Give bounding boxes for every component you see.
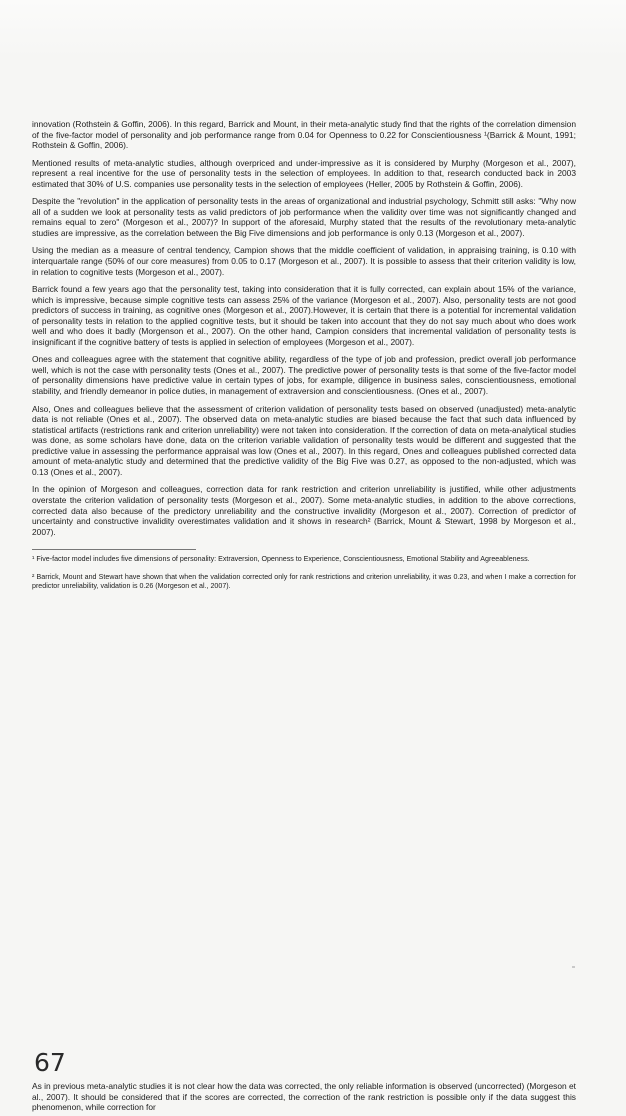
- page-top-margin: [0, 0, 626, 60]
- paragraph-8: In the opinion of Morgeson and colleagues, correction data for rank restriction and criterion unreliability is justified, while other adjustments overstate the criterion validation of personality tests (Morgeson et al., 2007). Some meta-analytic studies, in addition to the above corrections, corrected data also because of the predictory unreliability and the constructive invalidity (Morgeson et al., 2007). Correction of predictor of uncertainty and constructive invalidity overestimates validation and it shows in research² (Barrick, Mount & Stewart, 1998 by Morgeson et al., 2007).: [32, 484, 576, 537]
- paragraph-2: Mentioned results of meta-analytic studies, although overpriced and under-impressive as it is considered by Murphy (Morgeson et al., 2007), represent a real incentive for the use of personality tests in the selection of employees. In addition to that, research conducted back in 2003 estimated that 30% of U.S. companies use personality tests in the selection of employees (Heller, 2005 by Rothstein & Goffin, 2006).: [32, 157, 576, 189]
- paragraph-3: Despite the "revolution" in the application of personality tests in the areas of organizational and industrial psychology, Schmitt still asks: "Why now all of a sudden we look at personality tests as valid predictors of job performance when the validity over time was not significantly changed and remains equal to zero" (Morgeson et al., 2007)? In support of the aforesaid, Murphy stated that the results of the revolutionary meta-analytic studies are impressive, as the correlation between the Big Five dimensions and job performance is only 0.13 (Morgeson et al., 2007).: [32, 196, 576, 238]
- footnote-1: ¹ Five-factor model includes five dimensions of personality: Extraversion, Openness to Experience, Conscientiousness, Emotional Stability and Agreeableness.: [32, 555, 530, 564]
- paragraph-6: Ones and colleagues agree with the statement that cognitive ability, regardless of the type of job and profession, predict overall job performance well, which is not the case with personality tests (Ones et al., 2007). The predictive power of personality tests is that some of the five-factor model of personality dimensions have predictive value in certain types of jobs, for example, diligence in business sales, conscientiousness, emotional stability, and friendly demeanor in police duties, in management of extraversion and conscientiousness. (Ones et al., 2007).: [32, 354, 576, 397]
- paragraph-1: innovation (Rothstein & Goffin, 2006). In this regard, Barrick and Mount, in their meta-analytic study find that the rights of the correlation dimension of the five-factor model of personality and job performance range from 0.04 for Openness to 0.22 for Conscientiousness ¹(Barrick & Mount, 1991; Rothstein & Goffin, 2006).: [32, 119, 576, 151]
- footnote-divider: [32, 549, 196, 550]
- paragraph-7: Also, Ones and colleagues believe that the assessment of criterion validation of personality tests based on observed (unadjusted) meta-analytic data is not reliable (Ones et al., 2007). The observed data on meta-analytic studies are biased because the fact that such data influenced by statistical artifacts (restrictions rank and criterion unreliability) were not taken into consideration. If the correction of data on meta-analytical studies was done, as some scholars have done, data on the criterion variable validation of personality tests would be different and suggested that the predictive value in assessing the performance appraisal was low (Ones et al., 2007). In this regard, Ones and colleagues published corrected data amount of meta-analytic study and determined that the predictive validity of the Big Five was 0.27, as opposed to the non-adjusted, which was 0.13 (Ones et al., 2007).: [32, 403, 576, 477]
- body-text: [32, 119, 576, 600]
- handwritten-page-number: 67: [34, 1048, 66, 1077]
- next-page-text: As in previous meta-analytic studies it is not clear how the data was corrected, the only reliable information is observed (uncorrected) (Morgeson et al., 2007). It should be considered that if the scores are corrected, the correction of the rank restriction is possible only if the data suggest this phenomenon, while correction for: [32, 1081, 576, 1113]
- paragraph-4: Using the median as a measure of central tendency, Campion shows that the middle coefficient of validation, in appraising training, is 0.10 with interquartale range (50% of our core measures) from 0.05 to 0.17 (Morgeson et al., 2007). It is possible to assess that their criterion validity is low, in relation to cognitive tests (Morgeson et al., 2007).: [32, 245, 576, 277]
- scan-speck: [572, 966, 575, 968]
- footnote-2: ² Barrick, Mount and Stewart have shown that when the validation corrected only for rank restrictions and criterion unreliability, it was 0.23, and when I make a correction for predictor unreliability, validation is 0.26 (Morgeson et al., 2007).: [32, 572, 576, 591]
- paragraph-5: Barrick found a few years ago that the personality test, taking into consideration that it is fully corrected, can explain about 15% of the variance, which is impressive, because simple cognitive tests can assess 25% of the variance (Morgeson et al., 2007). Also, personality tests are not good predictors of success in training, as cognitive ones (Morgeson et al., 2007).However, it is certain that there is a potential for incremental validation of personality tests in relation to the applied cognitive tests, but it should be taken into account that they do not say much about who does work well and who does it badly (Morgenson et al., 2007). On the other hand, Campion considers that incremental validation of personality tests is insignificant if the cognitive battery of tests is applied in selection of employees (Morgeson et al., 2007).: [32, 284, 576, 347]
